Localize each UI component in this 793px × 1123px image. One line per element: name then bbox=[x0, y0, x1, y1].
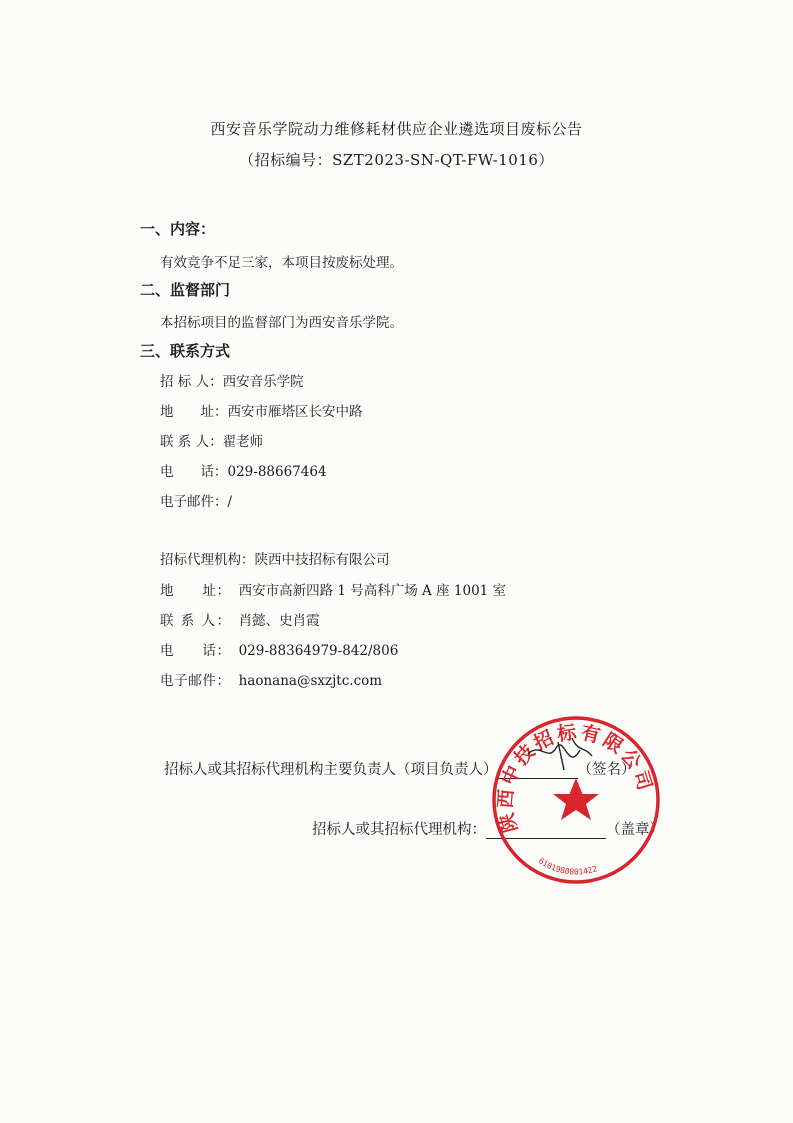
tenderer-phone-row bbox=[160, 460, 327, 480]
agency-phone: 029-88364979-842/806 bbox=[238, 643, 399, 659]
section-heading-supervision: 二、监督部门 bbox=[140, 281, 231, 299]
agency-email: haonana@sxzjtc.com bbox=[238, 673, 383, 689]
section-heading-contact: 三、联系方式 bbox=[140, 342, 231, 360]
agency-contact-label: 联 系 人： bbox=[160, 613, 230, 629]
tenderer-phone-label: 电 话： bbox=[160, 464, 228, 480]
tenderer-phone: 029-88667464 bbox=[227, 464, 327, 480]
tenderer-contact: 翟老师 bbox=[222, 434, 264, 450]
company-seal-stamp bbox=[488, 712, 664, 888]
agency-name: 陕西中技招标有限公司 bbox=[254, 552, 390, 568]
tender-number: （招标编号：SZT2023-SN-QT-FW-1016） bbox=[239, 151, 554, 169]
tenderer-name-row bbox=[160, 370, 304, 390]
signature-seal-suffix: （盖章） bbox=[606, 822, 664, 838]
tenderer-email-row bbox=[160, 490, 232, 510]
agency-email-row bbox=[160, 669, 382, 689]
agency-address: 西安市高新四路 1 号高科广场 A 座 1001 室 bbox=[238, 583, 507, 599]
tenderer-email: / bbox=[227, 494, 233, 510]
tenderer-address-row bbox=[160, 400, 363, 420]
agency-contact: 肖懿、史肖霞 bbox=[238, 613, 320, 629]
seal-star-icon bbox=[553, 778, 599, 820]
seal-company-name: 陕西中技招标有限公司 bbox=[494, 721, 657, 835]
page-title: 西安音乐学院动力维修耗材供应企业遴选项目废标公告 bbox=[210, 120, 583, 138]
signature-seal-label: 招标人或其招标代理机构： bbox=[312, 822, 486, 838]
agency-address-label: 地 址： bbox=[160, 583, 230, 599]
section-text-content: 有效竞争不足三家，本项目按废标处理。 bbox=[160, 255, 403, 271]
agency-phone-row bbox=[160, 639, 398, 659]
section-heading-content: 一、内容： bbox=[140, 220, 216, 238]
section-text-supervision: 本招标项目的监督部门为西安音乐学院。 bbox=[160, 315, 403, 331]
tenderer-name-label: 招 标 人： bbox=[160, 374, 223, 390]
seal-code: 6101980001422 bbox=[536, 856, 599, 877]
tenderer-address: 西安市雁塔区长安中路 bbox=[227, 404, 363, 420]
agency-name-label: 招标代理机构： bbox=[160, 552, 255, 568]
agency-contact-row bbox=[160, 609, 320, 629]
tenderer-email-label: 电子邮件： bbox=[160, 494, 228, 510]
tenderer-address-label: 地 址： bbox=[160, 404, 228, 420]
tenderer-name: 西安音乐学院 bbox=[222, 374, 304, 390]
tenderer-contact-row bbox=[160, 430, 263, 450]
signature-manager-suffix: （签名） bbox=[577, 762, 636, 778]
agency-email-label: 电子邮件： bbox=[160, 673, 230, 689]
agency-name-row bbox=[160, 548, 390, 568]
agency-phone-label: 电 话： bbox=[160, 643, 230, 659]
signature-manager-label: 招标人或其招标代理机构主要负责人（项目负责人） bbox=[164, 762, 498, 778]
agency-address-row bbox=[160, 579, 506, 599]
tenderer-contact-label: 联 系 人： bbox=[160, 434, 223, 450]
